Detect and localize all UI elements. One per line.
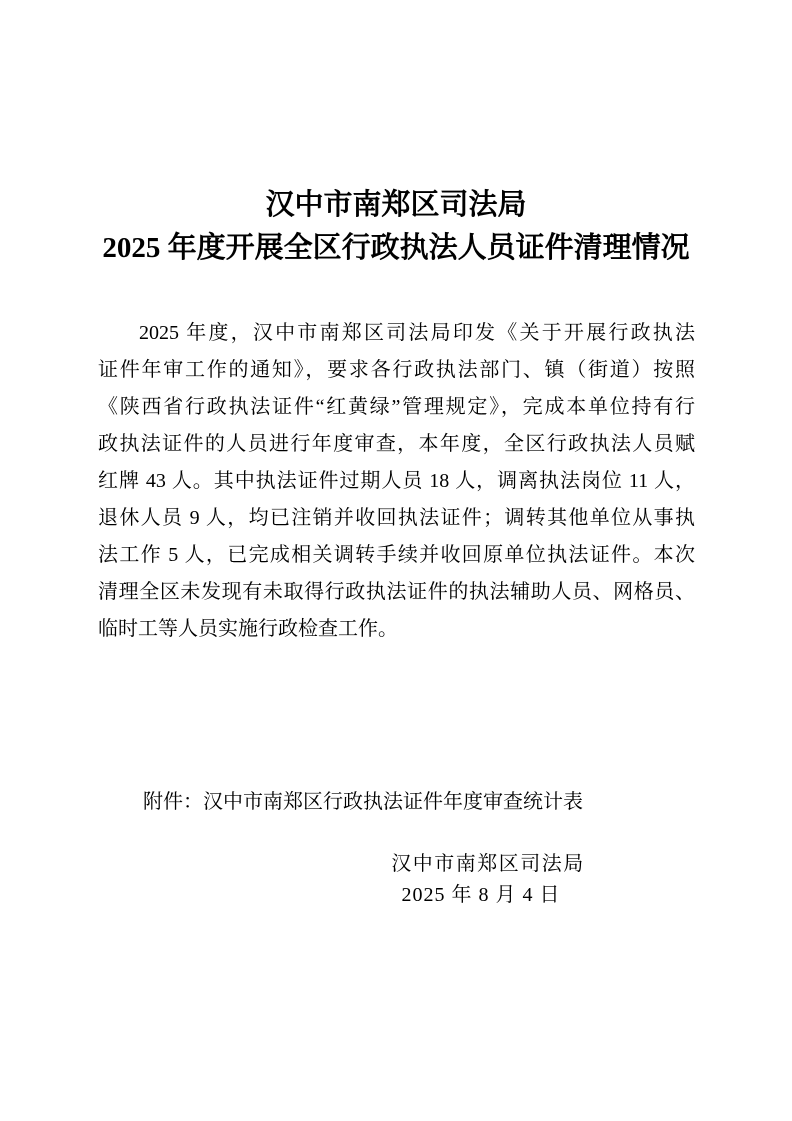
- body-line-1: 2025 年度，汉中市南郑区司法局印发《关于开展行政执法: [139, 322, 695, 344]
- body-line-6: 退休人员 9 人，均已注销并收回执法证件；调转其他单位从事执: [98, 507, 695, 529]
- signature-organization: 汉中市南郑区司法局: [391, 853, 585, 875]
- signature-date: 2025 年 8 月 4 日: [401, 884, 561, 906]
- body-line-4: 政执法证件的人员进行年度审查，本年度，全区行政执法人员赋: [98, 433, 695, 455]
- document-title-line1: 汉中市南郑区司法局: [265, 189, 527, 221]
- body-line-2: 证件年审工作的通知》，要求各行政执法部门、镇（街道）按照: [98, 359, 695, 381]
- body-line-8: 清理全区未发现有未取得行政执法证件的执法辅助人员、网格员、: [98, 581, 695, 603]
- body-line-7: 法工作 5 人，已完成相关调转手续并收回原单位执法证件。本次: [98, 544, 695, 566]
- body-line-9: 临时工等人员实施行政检查工作。: [98, 618, 398, 640]
- attachment-line: 附件：汉中市南郑区行政执法证件年度审查统计表: [143, 791, 583, 813]
- document-title-line2: 2025 年度开展全区行政执法人员证件清理情况: [102, 232, 690, 264]
- body-line-5: 红牌 43 人。其中执法证件过期人员 18 人，调离执法岗位 11 人，: [98, 470, 695, 492]
- body-paragraph: [98, 315, 695, 648]
- body-line-3: 《陕西省行政执法证件“红黄绿”管理规定》，完成本单位持有行: [98, 396, 695, 418]
